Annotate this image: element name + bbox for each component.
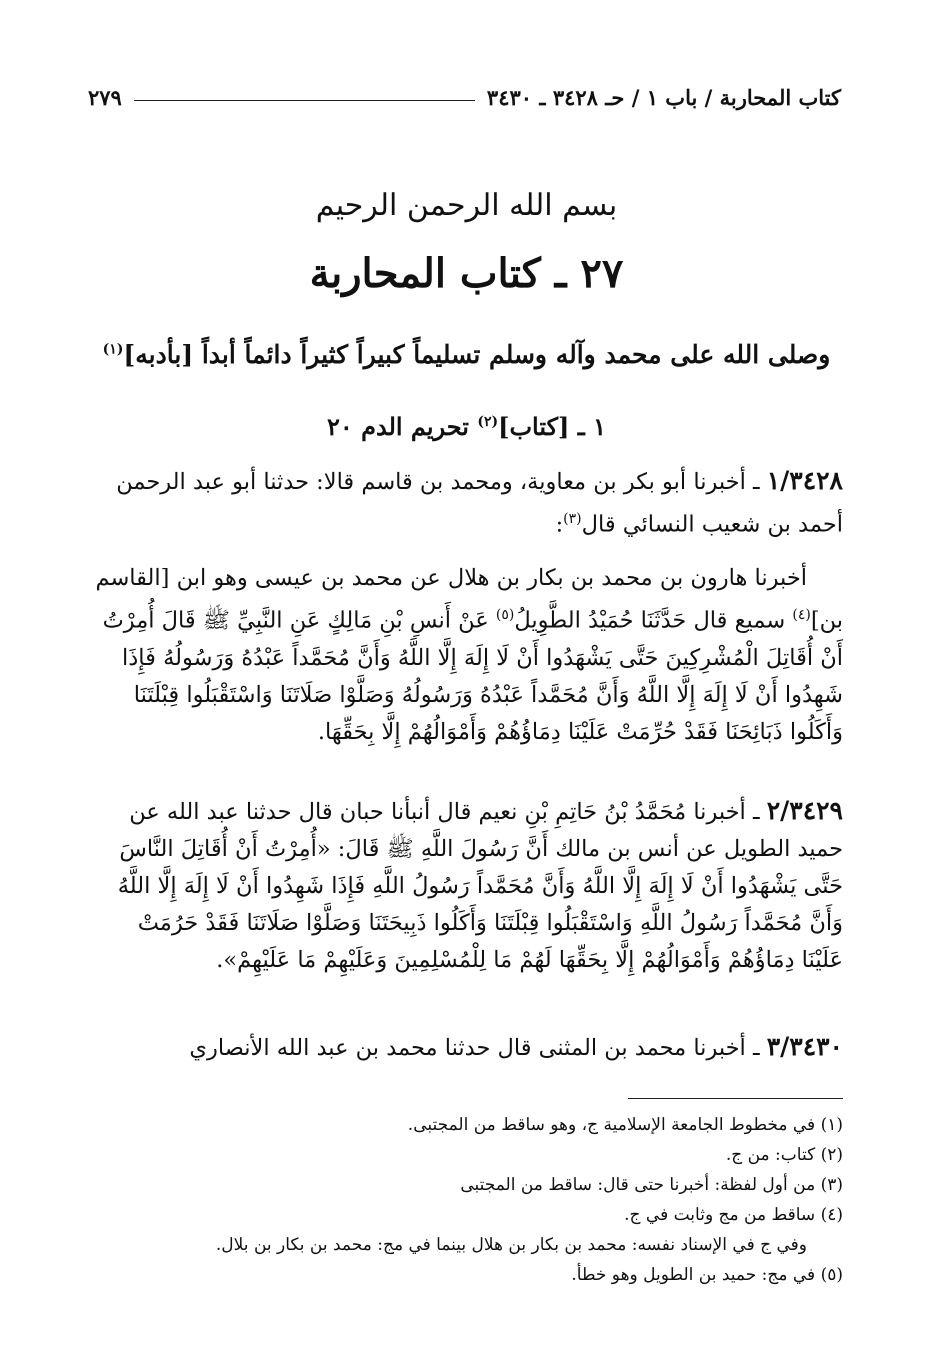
hadith-body-part: عَنْ أَنسِ بْنِ مَالِكٍ عَنِ النَّبِيِّ ﷺ قَالَ أُمِرْتُ أَنْ أُقَاتِلَ الْمُشْرِكِينَ حَتَّى يَشْهَدُوا أَنْ لَا إِلَهَ إِلَّا اللَّهُ وَأَنَّ مُحَمَّداً عَبْدُهُ وَرَسُولُهُ فَإِذَا شَهِدُوا أَنْ لَا إِلَهَ إِلَّا اللَّهُ وَأَنَّ مُحَمَّداً عَبْدُهُ وَرَسُولُهُ وَصَلَّوْا صَلَاتَنَا وَاسْتَقْبَلُوا قِبْلَتَنَا وَأَكَلُوا ذَبَائِحَنَا فَقَدْ حُرِّمَتْ عَلَيْنَا دِمَاؤُهُمْ وَأَمْوَالُهُمْ إِلَّا بِحَقِّهَا. [102, 607, 843, 745]
hadith-3428-body [90, 560, 843, 751]
hadith-number: ٢/٣٤٢٩ [766, 796, 843, 825]
hadith-intro: ـ أخبرنا أبو بكر بن معاوية، ومحمد بن قاسم قالا: حدثنا أبو عبد الرحمن أحمد بن شعيب النسائي قال [116, 469, 843, 538]
footnote-4-continued: وفي ج في الإسناد نفسه: محمد بن بكار بن هلال بينما في مج: محمد بن بكار بن بلال. [215, 1235, 807, 1255]
hadith-3428-intro [90, 462, 843, 544]
book-title: ٢٧ ـ كتاب المحاربة [309, 250, 624, 297]
footnote-1: (١) في مخطوط الجامعة الإسلامية ج، وهو ساقط من المجتبى. [407, 1115, 843, 1135]
salawat-line [80, 340, 853, 369]
footnote-ref-3: (٣) [563, 511, 582, 527]
footnote-5: (٥) في مج: حميد بن الطويل وهو خطأ. [571, 1265, 843, 1285]
hadith-3430 [90, 1028, 843, 1067]
hadith-text: ـ أخبرنا محمد بن المثنى قال حدثنا محمد بن عبد الله الأنصاري [189, 1035, 767, 1061]
footnote-ref-1: (١) [102, 341, 124, 358]
hadith-number: ١/٣٤٢٨ [766, 466, 843, 495]
hadith-intro-end: : [555, 511, 564, 538]
basmala: بسم الله الرحمن الرحيم [315, 188, 618, 223]
page-number: ٢٧٩ [88, 84, 122, 110]
header-rule [134, 100, 475, 101]
salawat-text: وصلى الله على محمد وآله وسلم تسليماً كبيراً كثيراً دائماً أبداً [بأدبه] [123, 340, 831, 369]
hadith-number: ٣/٣٤٣٠ [766, 1032, 843, 1061]
footnotes [90, 1110, 843, 1290]
footnote-2: (٢) كتاب: من ج. [725, 1145, 843, 1165]
header-title: كتاب المحاربة / باب ١ / حـ ٣٤٢٨ ـ ٣٤٣٠ [486, 84, 841, 110]
footnote-4: (٤) ساقط من مج وثابت في ج. [624, 1205, 843, 1225]
chapter-heading [0, 412, 933, 441]
footnote-3: (٣) من أول لفظة: أخبرنا حتى قال: ساقط من المجتبى [460, 1175, 843, 1195]
hadith-body-part: أخبرنا هارون بن محمد بن بكار بن هلال عن محمد بن عيسى وهو ابن [القاسم بن] [95, 565, 843, 634]
footnote-separator [628, 1098, 843, 1099]
footnote-ref-5: (٥) [495, 607, 515, 623]
hadith-3429 [90, 792, 843, 979]
footnote-ref-2: (٢) [477, 414, 499, 430]
hadith-body-part: سميع قال حَدَّثَنَا حُمَيْدُ الطَّوِيلُ [514, 607, 793, 634]
hadith-text: ـ أخبرنا مُحَمَّدُ بْنُ حَاتِمِ بْنِ نعيم قال أنبأنا حبان قال حدثنا عبد الله عن حميد الطويل عن أنس بن مالك أَنَّ رَسُولَ اللَّهِ ﷺ قَالَ: «أُمِرْتُ أَنْ أُقَاتِلَ النَّاسَ حَتَّى يَشْهَدُوا أَنْ لَا إِلَهَ إِلَّا اللَّهُ وَأَنَّ مُحَمَّداً رَسُولُ اللَّهِ فَإِذَا شَهِدُوا أَنْ لَا إِلَهَ إِلَّا اللَّهُ وَأَنَّ مُحَمَّداً رَسُولُ اللَّهِ وَاسْتَقْبَلُوا قِبْلَتَنَا وَأَكَلُوا ذَبِيحَتَنَا وَصَلَّوْا صَلَاتَنَا فَقَدْ حَرُمَتْ عَلَيْنَا دِمَاؤُهُمْ وَأَمْوَالُهُمْ إِلَّا بِحَقِّهَا لَهُمْ مَا لِلْمُسْلِمِينَ وَعَلَيْهِمْ مَا عَلَيْهِمْ». [117, 799, 843, 973]
running-header [88, 82, 841, 112]
chapter-prefix: ١ ـ [كتاب] [498, 412, 607, 441]
chapter-title: تحريم الدم ٢٠ [326, 412, 478, 441]
footnote-ref-4: (٤) [792, 607, 811, 623]
